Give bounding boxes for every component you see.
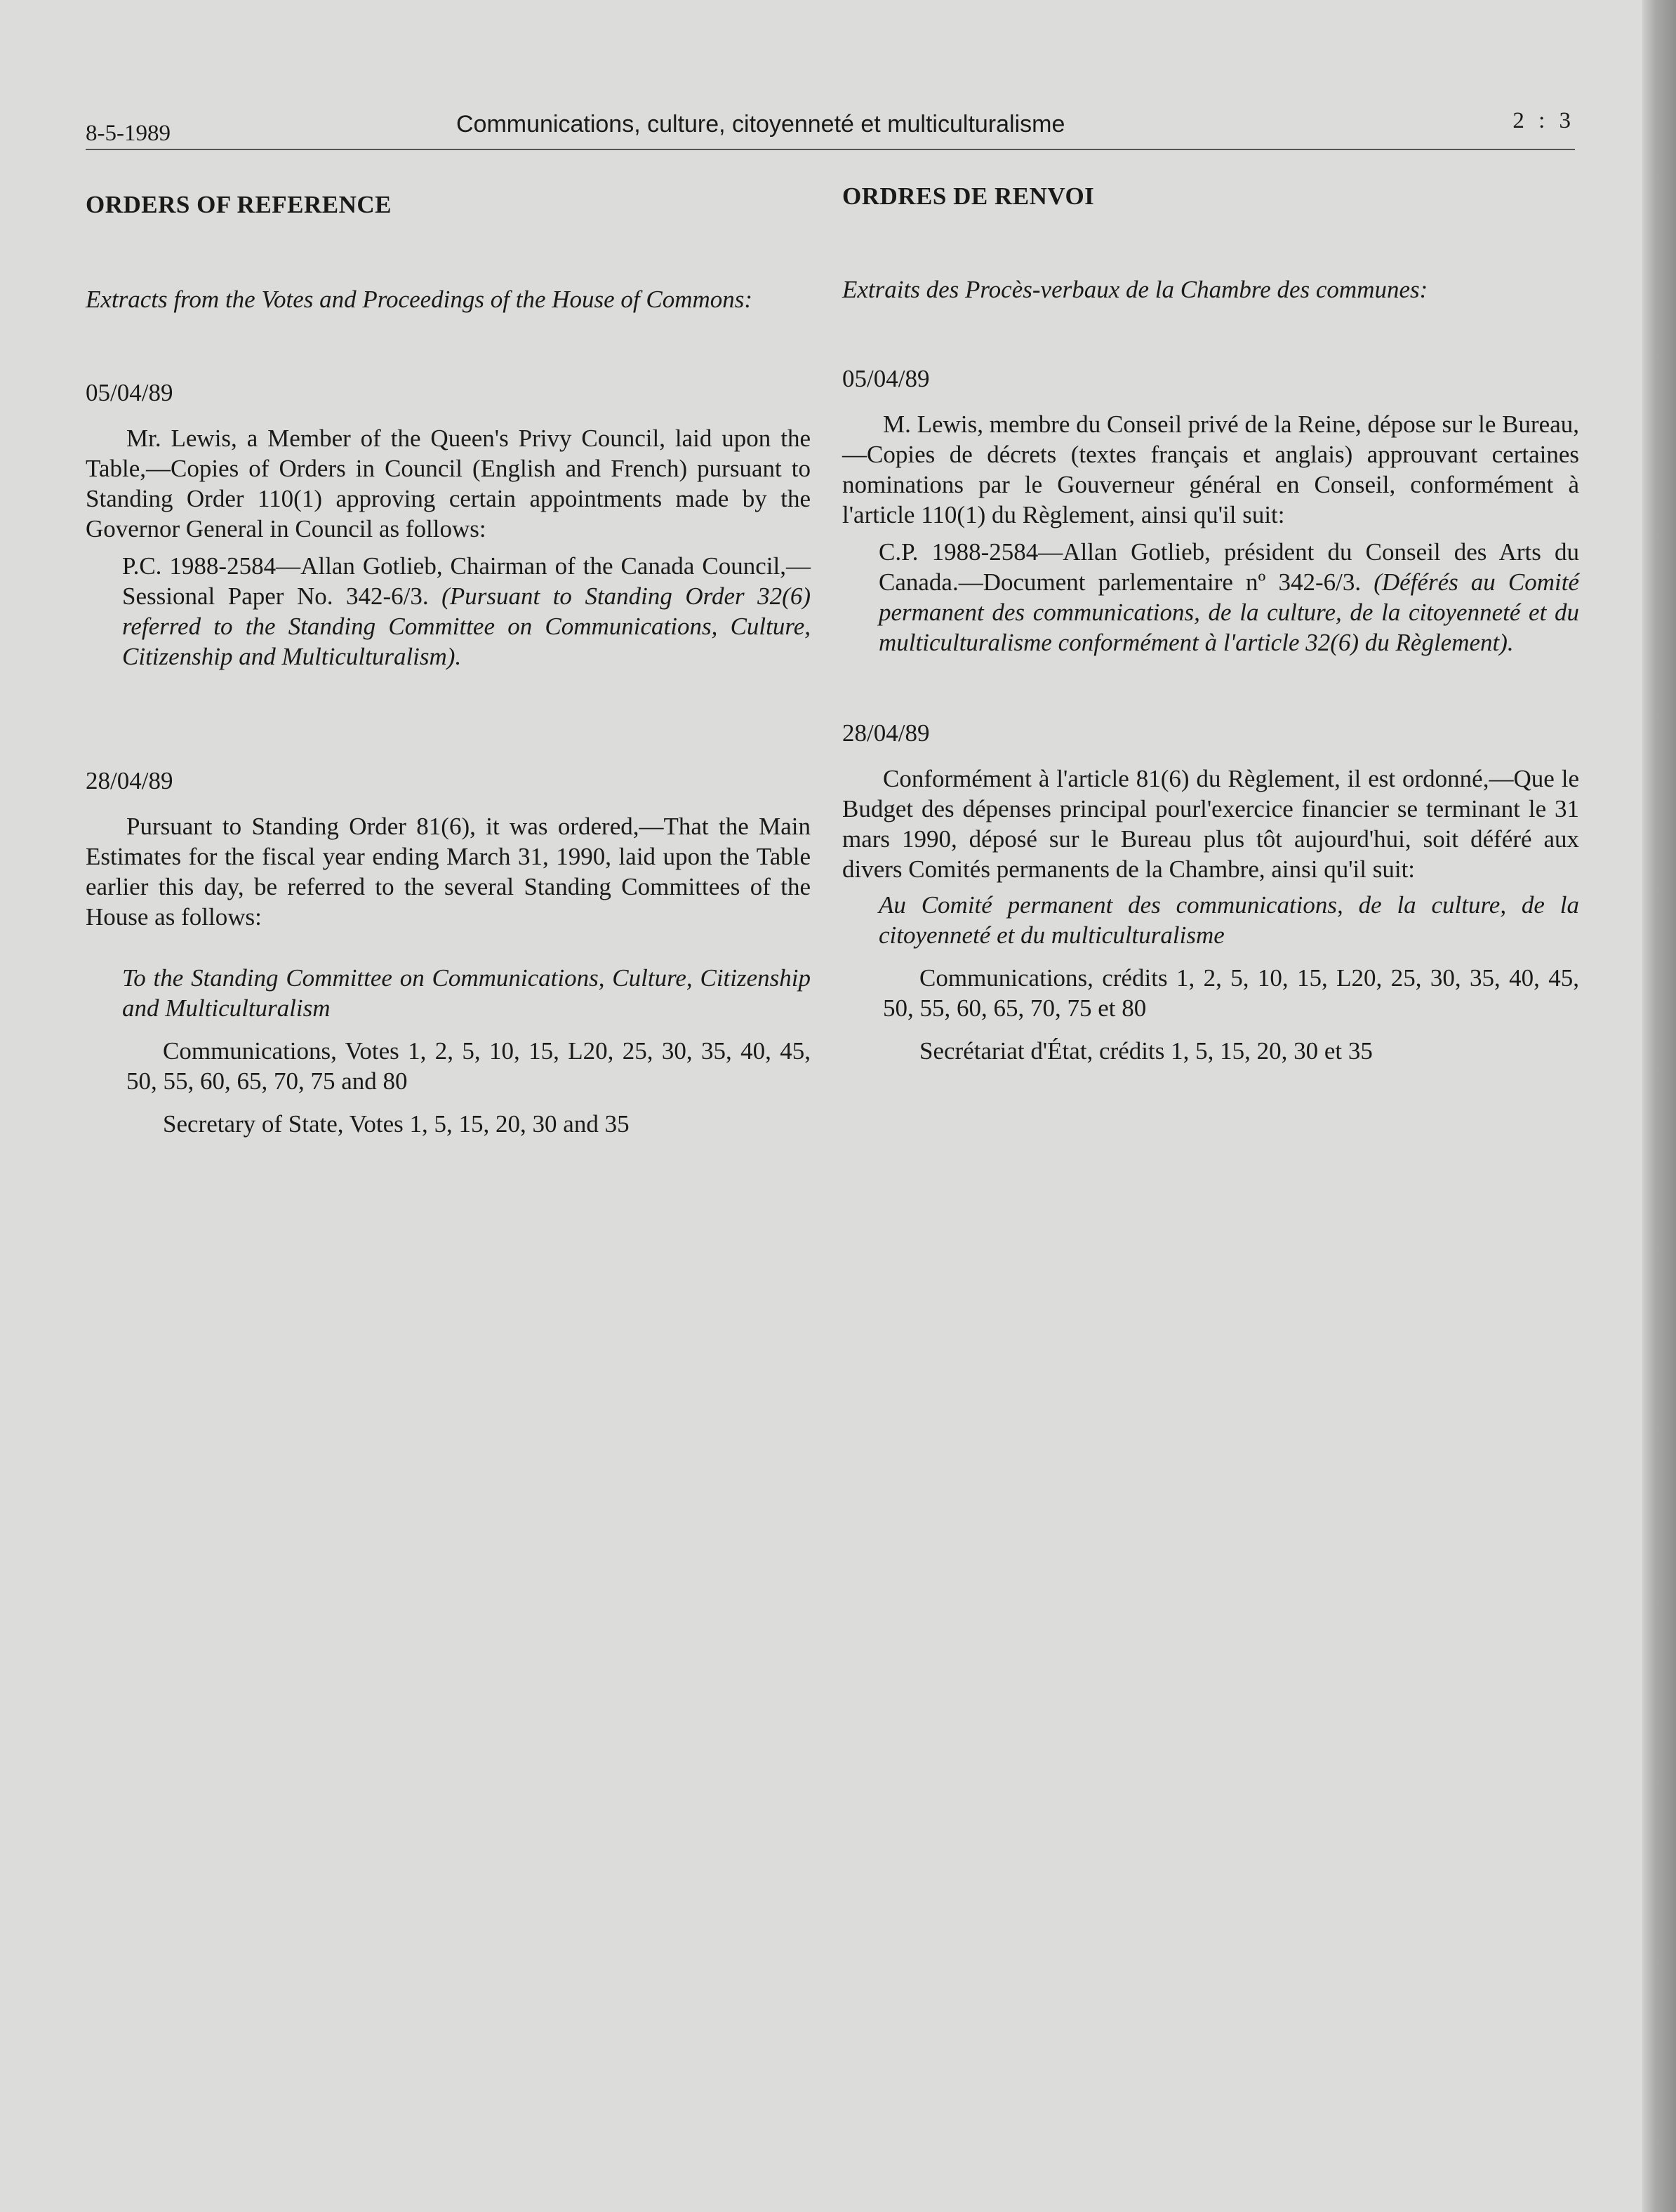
page-edge [1642,0,1676,2212]
english-entry1-item [86,551,811,672]
header-date: 8-5-1989 [86,121,171,146]
french-entry1-item-italic: (Déférés au Comité permanent des communications, de la culture, de la citoyenneté et du multiculturalisme conformément à l'article 32(6) du Règlement). [879,568,1579,656]
french-entry1-date: 05/04/89 [842,365,930,392]
english-entry2-votes2: Secretary of State, Votes 1, 5, 15, 20, 30 and 35 [163,1110,630,1138]
french-column [842,182,1579,1066]
english-heading: ORDERS OF REFERENCE [86,191,392,218]
french-entry2-date: 28/04/89 [842,719,930,747]
running-header [86,105,1575,150]
english-entry1-item-text: P.C. 1988-2584—Allan Gotlieb, Chairman of the Canada Council,—Sessional Paper No. 342-6/3. [122,552,811,610]
english-entry2-votes1: Communications, Votes 1, 2, 5, 10, 15, L20, 25, 30, 35, 40, 45, 50, 55, 60, 65, 70, 75 and 80 [126,1037,811,1095]
english-entry1-date: 05/04/89 [86,379,173,406]
french-entry1-text: M. Lewis, membre du Conseil privé de la Reine, dépose sur le Bureau,—Copies de décrets (textes français et anglais) approuvant certaines nominations par le Gouverneur général en Conseil, conformément à l'article 110(1) du Règlement, ainsi qu'il suit: [842,411,1579,528]
header-rule [86,149,1575,150]
english-entry2-committee: To the Standing Committee on Communications, Culture, Citizenship and Multiculturalism [122,964,811,1022]
french-extracts: Extraits des Procès-verbaux de la Chambre des communes: [842,276,1428,303]
english-entry1-item-italic: (Pursuant to Standing Order 32(6) referred to the Standing Committee on Communications, Culture, Citizenship and Multiculturalism). [122,582,811,670]
french-entry1-item [842,537,1579,658]
french-entry2-votes1: Communications, crédits 1, 2, 5, 10, 15, L20, 25, 30, 35, 40, 45, 50, 55, 60, 65, 70, 75 et 80 [883,964,1579,1022]
french-entry1-item-text: C.P. 1988-2584—Allan Gotlieb, président du Conseil des Arts du Canada.—Document parlementaire nº 342-6/3. [879,538,1579,596]
french-entry2-votes2: Secrétariat d'État, crédits 1, 5, 15, 20, 30 et 35 [919,1037,1373,1065]
english-extracts: Extracts from the Votes and Proceedings of the House of Commons: [86,286,753,313]
french-entry2-text: Conformément à l'article 81(6) du Règlement, il est ordonné,—Que le Budget des dépenses principal pourl'exercice financier se terminant le 31 mars 1990, déposé sur le Bureau plus tôt aujourd'hui, soit déféré aux divers Comités permanents de la Chambre, ainsi qu'il suit: [842,765,1579,883]
english-entry2-text: Pursuant to Standing Order 81(6), it was ordered,—That the Main Estimates for the fiscal year ending March 31, 1990, laid upon the Table earlier this day, be referred to the several Standing Committees of the House as follows: [86,813,811,931]
header-title: Communications, culture, citoyenneté et multiculturalisme [456,111,1065,138]
french-entry2-committee: Au Comité permanent des communications, de la culture, de la citoyenneté et du multiculturalisme [879,891,1579,949]
english-entry1-text: Mr. Lewis, a Member of the Queen's Privy Council, laid upon the Table,—Copies of Orders in Council (English and French) pursuant to Standing Order 110(1) approving certain appointments made by the Governor General in Council as follows: [86,425,811,542]
page-number: 2 : 3 [1512,108,1575,133]
french-heading: ORDRES DE RENVOI [842,182,1095,210]
english-entry2-date: 28/04/89 [86,767,173,794]
english-column [86,189,811,1139]
